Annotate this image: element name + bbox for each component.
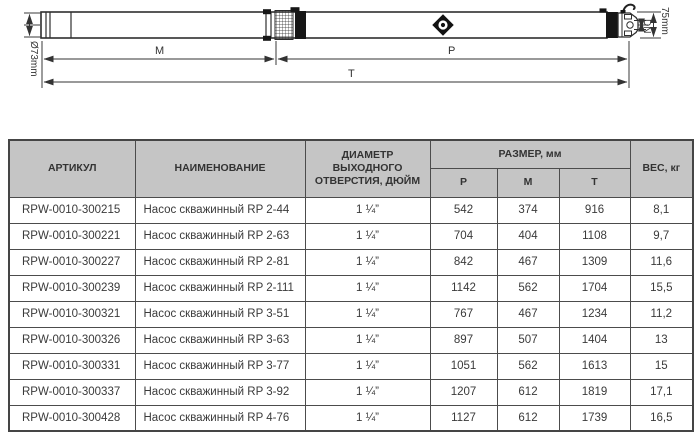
cell-m: 612 bbox=[497, 379, 559, 405]
outlet-head bbox=[618, 13, 638, 37]
cell-m: 507 bbox=[497, 327, 559, 353]
cell-m: 404 bbox=[497, 223, 559, 249]
cell-name: Насос скважинный RP 3-77 bbox=[135, 353, 305, 379]
header-m: М bbox=[497, 168, 559, 197]
cell-diameter: 1 ¼” bbox=[305, 301, 430, 327]
cell-m: 562 bbox=[497, 275, 559, 301]
cell-article: RPW-0010-300227 bbox=[9, 249, 135, 275]
cell-m: 467 bbox=[497, 249, 559, 275]
cell-weight: 11,2 bbox=[630, 301, 693, 327]
header-diameter: ДИАМЕТР ВЫХОДНОГО ОТВЕРСТИЯ, ДЮЙМ bbox=[305, 140, 430, 197]
cell-t: 916 bbox=[559, 197, 630, 223]
cell-t: 1704 bbox=[559, 275, 630, 301]
dim-label-p: P bbox=[448, 45, 456, 57]
cell-article: RPW-0010-300326 bbox=[9, 327, 135, 353]
cell-article: RPW-0010-300221 bbox=[9, 223, 135, 249]
table-row bbox=[9, 301, 693, 327]
table-row bbox=[9, 249, 693, 275]
cell-p: 1142 bbox=[430, 275, 497, 301]
header-name: НАИМЕНОВАНИЕ bbox=[135, 140, 305, 197]
table-row bbox=[9, 353, 693, 379]
table-row bbox=[9, 327, 693, 353]
cell-article: RPW-0010-300321 bbox=[9, 301, 135, 327]
dim-label-m: M bbox=[155, 45, 165, 57]
cell-t: 1108 bbox=[559, 223, 630, 249]
cell-article: RPW-0010-300331 bbox=[9, 353, 135, 379]
cell-diameter: 1 ¼” bbox=[305, 327, 430, 353]
table-row bbox=[9, 223, 693, 249]
pump-spec-table bbox=[8, 139, 694, 432]
cell-t: 1404 bbox=[559, 327, 630, 353]
table-row bbox=[9, 405, 693, 431]
header-t: Т bbox=[559, 168, 630, 197]
dim-label-t: T bbox=[348, 68, 355, 80]
header-weight: ВЕС, кг bbox=[630, 140, 693, 197]
cell-t: 1613 bbox=[559, 353, 630, 379]
cell-article: RPW-0010-300215 bbox=[9, 197, 135, 223]
cell-diameter: 1 ¼” bbox=[305, 197, 430, 223]
header-size-group: РАЗМЕР, мм bbox=[430, 140, 630, 168]
cell-weight: 15,5 bbox=[630, 275, 693, 301]
cell-t: 1234 bbox=[559, 301, 630, 327]
cell-weight: 8,1 bbox=[630, 197, 693, 223]
pump-technical-drawing bbox=[0, 0, 700, 135]
cell-p: 1051 bbox=[430, 353, 497, 379]
header-article: АРТИКУЛ bbox=[9, 140, 135, 197]
cell-diameter: 1 ¼” bbox=[305, 353, 430, 379]
cell-name: Насос скважинный RP 2-81 bbox=[135, 249, 305, 275]
table-header bbox=[9, 140, 693, 197]
cell-p: 767 bbox=[430, 301, 497, 327]
table-row bbox=[9, 275, 693, 301]
cell-name: Насос скважинный RP 2-44 bbox=[135, 197, 305, 223]
cell-t: 1739 bbox=[559, 405, 630, 431]
cell-weight: 16,5 bbox=[630, 405, 693, 431]
outlet-band bbox=[606, 12, 618, 38]
cell-p: 842 bbox=[430, 249, 497, 275]
cell-name: Насос скважинный RP 2-63 bbox=[135, 223, 305, 249]
cell-p: 897 bbox=[430, 327, 497, 353]
dim-label-dn: DN bbox=[641, 19, 652, 34]
cell-diameter: 1 ¼” bbox=[305, 379, 430, 405]
cell-diameter: 1 ¼” bbox=[305, 275, 430, 301]
cell-weight: 11,6 bbox=[630, 249, 693, 275]
cell-t: 1309 bbox=[559, 249, 630, 275]
suction-strainer bbox=[275, 11, 293, 40]
header-p: Р bbox=[430, 168, 497, 197]
cell-weight: 15 bbox=[630, 353, 693, 379]
cell-m: 467 bbox=[497, 301, 559, 327]
cell-weight: 9,7 bbox=[630, 223, 693, 249]
cell-weight: 13 bbox=[630, 327, 693, 353]
cell-p: 704 bbox=[430, 223, 497, 249]
flange-bolt-bottom bbox=[263, 36, 271, 41]
cell-diameter: 1 ¼” bbox=[305, 249, 430, 275]
table-body bbox=[9, 197, 693, 431]
cell-p: 1207 bbox=[430, 379, 497, 405]
cell-name: Насос скважинный RP 3-92 bbox=[135, 379, 305, 405]
cell-p: 1127 bbox=[430, 405, 497, 431]
flange-bolt-top bbox=[263, 9, 271, 14]
cell-name: Насос скважинный RP 4-76 bbox=[135, 405, 305, 431]
table-row bbox=[9, 379, 693, 405]
strainer-clamp-top bbox=[291, 7, 300, 12]
pump-body bbox=[41, 12, 607, 38]
cell-p: 542 bbox=[430, 197, 497, 223]
cell-article: RPW-0010-300337 bbox=[9, 379, 135, 405]
cell-m: 562 bbox=[497, 353, 559, 379]
cell-m: 374 bbox=[497, 197, 559, 223]
cell-diameter: 1 ¼” bbox=[305, 405, 430, 431]
cell-weight: 17,1 bbox=[630, 379, 693, 405]
dim-label-diameter-right: 75mm bbox=[659, 7, 670, 35]
cable-gland bbox=[621, 10, 626, 13]
cell-article: RPW-0010-300239 bbox=[9, 275, 135, 301]
cell-name: Насос скважинный RP 3-63 bbox=[135, 327, 305, 353]
cell-name: Насос скважинный RP 2-111 bbox=[135, 275, 305, 301]
cell-name: Насос скважинный RP 3-51 bbox=[135, 301, 305, 327]
strainer-band bbox=[295, 11, 306, 39]
cell-diameter: 1 ¼” bbox=[305, 223, 430, 249]
cell-t: 1819 bbox=[559, 379, 630, 405]
dim-label-diameter-left: Ø73mm bbox=[28, 41, 39, 77]
cell-article: RPW-0010-300428 bbox=[9, 405, 135, 431]
cable-clamp bbox=[600, 8, 607, 12]
table-row bbox=[9, 197, 693, 223]
cell-m: 612 bbox=[497, 405, 559, 431]
